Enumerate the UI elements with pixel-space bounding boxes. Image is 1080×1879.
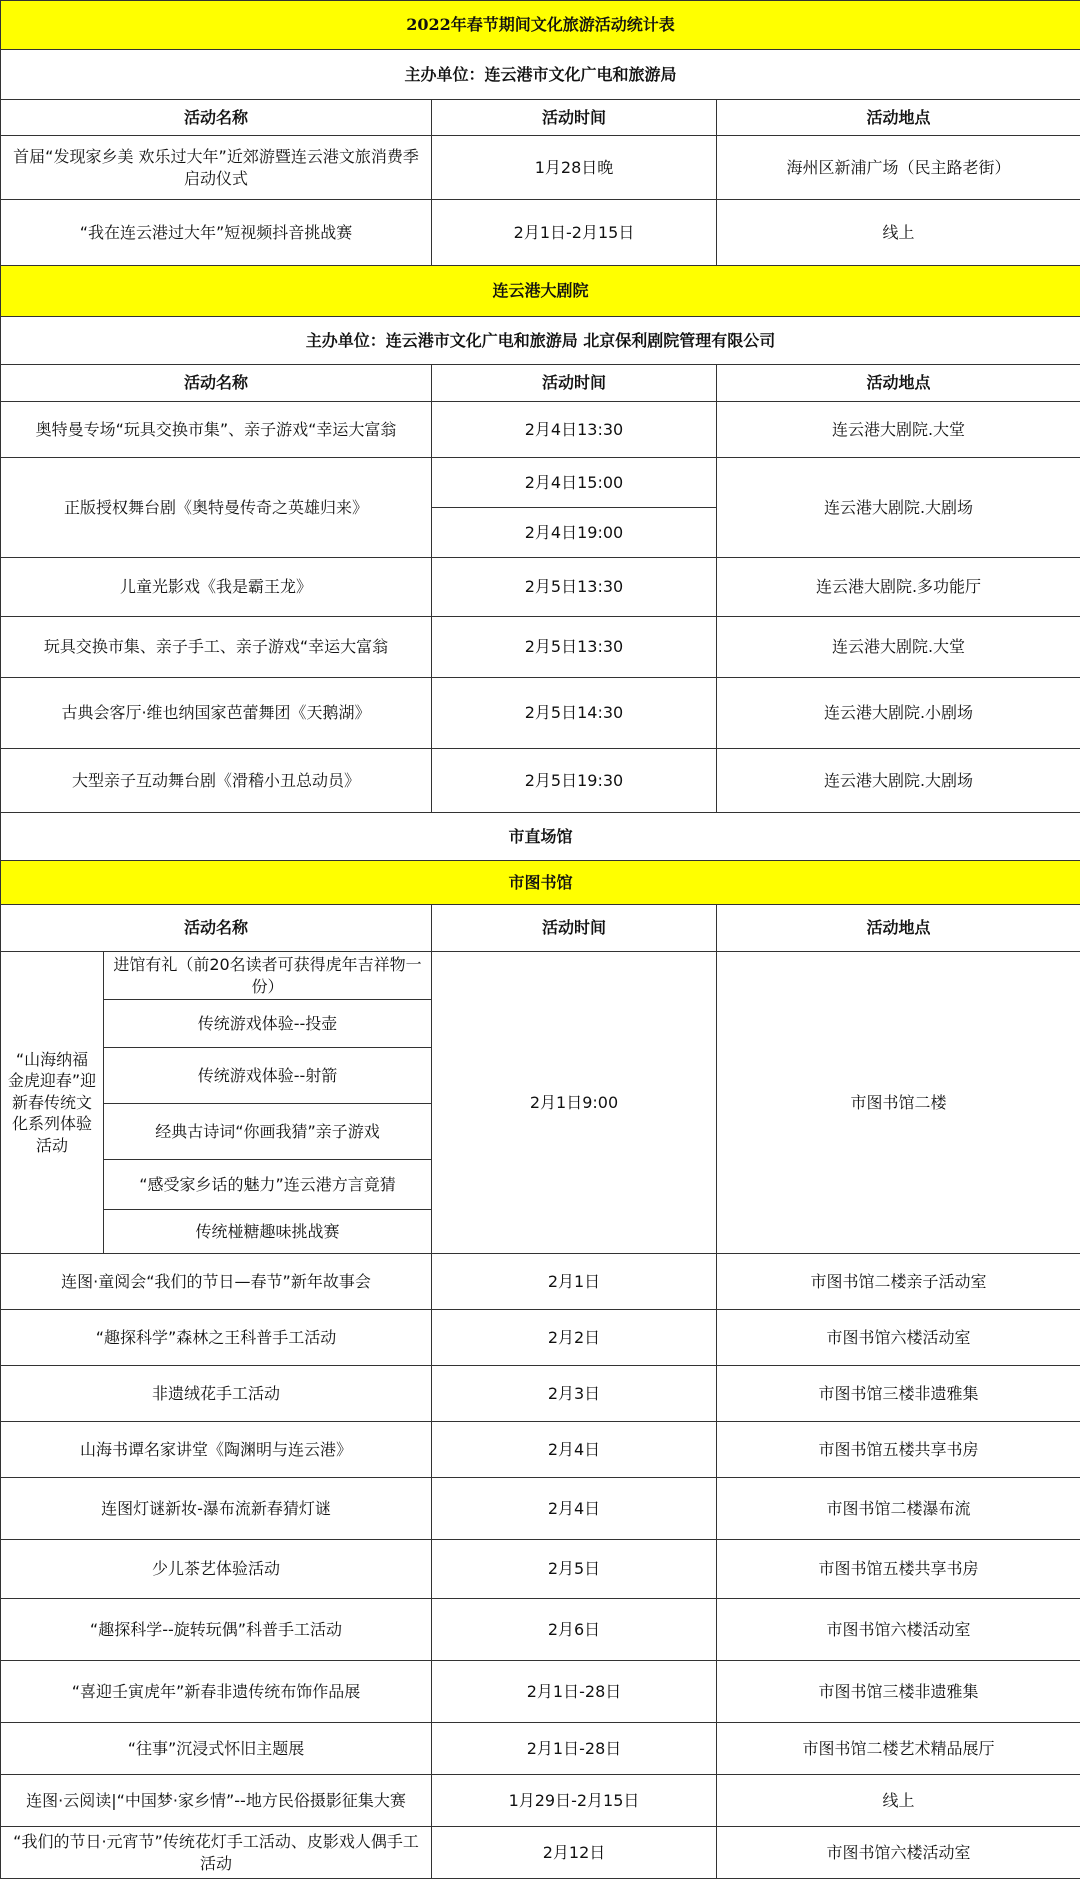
activity-place: 市图书馆五楼共享书房 bbox=[717, 1540, 1080, 1599]
activity-time: 2月5日13:30 bbox=[432, 617, 717, 678]
activity-time: 2月5日19:30 bbox=[432, 749, 717, 813]
table-row bbox=[1, 952, 1080, 1000]
activity-place: 海州区新浦广场（民主路老街） bbox=[717, 136, 1080, 200]
table-row bbox=[1, 200, 1080, 266]
activity-time: 2月1日-28日 bbox=[432, 1661, 717, 1723]
activity-name: “喜迎壬寅虎年”新春非遗传统布饰作品展 bbox=[1, 1661, 432, 1723]
activity-time: 2月4日 bbox=[432, 1422, 717, 1478]
activity-name: 玩具交换市集、亲子手工、亲子游戏“幸运大富翁 bbox=[1, 617, 432, 678]
table-row bbox=[1, 136, 1080, 200]
header-place: 活动地点 bbox=[717, 905, 1080, 952]
sub-activity-name: 传统游戏体验--射箭 bbox=[104, 1048, 432, 1104]
activity-time: 2月6日 bbox=[432, 1599, 717, 1661]
activity-place: 连云港大剧院.多功能厅 bbox=[717, 558, 1080, 617]
table-row bbox=[1, 617, 1080, 678]
activity-name: 首届“发现家乡美 欢乐过大年”近郊游暨连云港文旅消费季启动仪式 bbox=[1, 136, 432, 200]
activity-place: 市图书馆六楼活动室 bbox=[717, 1310, 1080, 1366]
activity-time: 2月1日-28日 bbox=[432, 1723, 717, 1775]
activity-name: 少儿茶艺体验活动 bbox=[1, 1540, 432, 1599]
activity-name: 非遗绒花手工活动 bbox=[1, 1366, 432, 1422]
activity-time: 2月2日 bbox=[432, 1310, 717, 1366]
activity-time: 2月4日13:30 bbox=[432, 402, 717, 458]
activity-time: 2月4日 bbox=[432, 1478, 717, 1540]
header-place: 活动地点 bbox=[717, 100, 1080, 136]
activity-name: “我们的节日·元宵节”传统花灯手工活动、皮影戏人偶手工活动 bbox=[1, 1827, 432, 1879]
sub-activity-name: 经典古诗词“你画我猜”亲子游戏 bbox=[104, 1104, 432, 1160]
header-name: 活动名称 bbox=[1, 365, 432, 402]
table-row bbox=[1, 458, 1080, 508]
activity-place: 市图书馆二楼瀑布流 bbox=[717, 1478, 1080, 1540]
activity-place: 市图书馆三楼非遗雅集 bbox=[717, 1366, 1080, 1422]
organizer: 主办单位：连云港市文化广电和旅游局 bbox=[1, 50, 1080, 100]
activity-place: 连云港大剧院.大堂 bbox=[717, 617, 1080, 678]
table-row bbox=[1, 1422, 1080, 1478]
table-row bbox=[1, 1599, 1080, 1661]
activity-time: 2月5日13:30 bbox=[432, 558, 717, 617]
table-row bbox=[1, 1775, 1080, 1827]
sub-activity-name: 进馆有礼（前20名读者可获得虎年吉祥物一份） bbox=[104, 952, 432, 1000]
section-title: 连云港大剧院 bbox=[1, 266, 1080, 317]
activity-place: 线上 bbox=[717, 1775, 1080, 1827]
header-time: 活动时间 bbox=[432, 905, 717, 952]
activity-place: 线上 bbox=[717, 200, 1080, 266]
activity-place: 连云港大剧院.小剧场 bbox=[717, 678, 1080, 749]
table-row bbox=[1, 402, 1080, 458]
table-row bbox=[1, 1540, 1080, 1599]
sub-activity-name: 传统游戏体验--投壶 bbox=[104, 1000, 432, 1048]
table-row bbox=[1, 1661, 1080, 1723]
activity-name: 儿童光影戏《我是霸王龙》 bbox=[1, 558, 432, 617]
header-name: 活动名称 bbox=[1, 100, 432, 136]
header-place: 活动地点 bbox=[717, 365, 1080, 402]
activity-name: 古典会客厅·维也纳国家芭蕾舞团《天鹅湖》 bbox=[1, 678, 432, 749]
table-row bbox=[1, 1723, 1080, 1775]
activity-name: 正版授权舞台剧《奥特曼传奇之英雄归来》 bbox=[1, 458, 432, 558]
table-row bbox=[1, 1254, 1080, 1310]
activity-name: 大型亲子互动舞台剧《滑稽小丑总动员》 bbox=[1, 749, 432, 813]
header-time: 活动时间 bbox=[432, 100, 717, 136]
activity-place: 市图书馆二楼 bbox=[717, 952, 1080, 1254]
activity-place: 市图书馆三楼非遗雅集 bbox=[717, 1661, 1080, 1723]
activity-place: 市图书馆六楼活动室 bbox=[717, 1827, 1080, 1879]
activity-place: 连云港大剧院.大剧场 bbox=[717, 458, 1080, 558]
subsection-title: 市图书馆 bbox=[1, 861, 1080, 905]
activity-time: 2月3日 bbox=[432, 1366, 717, 1422]
activity-time: 2月1日9:00 bbox=[432, 952, 717, 1254]
table-row bbox=[1, 1366, 1080, 1422]
activity-time: 1月29日-2月15日 bbox=[432, 1775, 717, 1827]
activity-name: “趣探科学--旋转玩偶”科普手工活动 bbox=[1, 1599, 432, 1661]
activity-time: 2月1日-2月15日 bbox=[432, 200, 717, 266]
sub-activity-name: “感受家乡话的魅力”连云港方言竟猜 bbox=[104, 1160, 432, 1210]
activity-place: 市图书馆二楼亲子活动室 bbox=[717, 1254, 1080, 1310]
activity-name: 连图·云阅读|“中国梦·家乡情”--地方民俗摄影征集大赛 bbox=[1, 1775, 432, 1827]
table-row bbox=[1, 1827, 1080, 1879]
activity-place: 连云港大剧院.大剧场 bbox=[717, 749, 1080, 813]
activity-time: 2月5日14:30 bbox=[432, 678, 717, 749]
table-title: 2022年春节期间文化旅游活动统计表 bbox=[1, 1, 1080, 50]
activity-place: 市图书馆五楼共享书房 bbox=[717, 1422, 1080, 1478]
activity-place: 市图书馆二楼艺术精品展厅 bbox=[717, 1723, 1080, 1775]
activity-name: “我在连云港过大年”短视频抖音挑战赛 bbox=[1, 200, 432, 266]
section-title: 市直场馆 bbox=[1, 813, 1080, 861]
activity-name: 山海书谭名家讲堂《陶渊明与连云港》 bbox=[1, 1422, 432, 1478]
header-time: 活动时间 bbox=[432, 365, 717, 402]
table-row bbox=[1, 678, 1080, 749]
header-name: 活动名称 bbox=[1, 905, 432, 952]
activity-time: 2月12日 bbox=[432, 1827, 717, 1879]
table-row bbox=[1, 1310, 1080, 1366]
activity-name: 连图·童阅会“我们的节日—春节”新年故事会 bbox=[1, 1254, 432, 1310]
activity-name: 连图灯谜新妆-瀑布流新春猜灯谜 bbox=[1, 1478, 432, 1540]
group-activity-name: “山海纳福 金虎迎春”迎新春传统文化系列体验活动 bbox=[1, 952, 104, 1254]
activity-name: “往事”沉浸式怀旧主题展 bbox=[1, 1723, 432, 1775]
activity-time: 2月1日 bbox=[432, 1254, 717, 1310]
activity-name: 奥特曼专场“玩具交换市集”、亲子游戏“幸运大富翁 bbox=[1, 402, 432, 458]
activity-place: 连云港大剧院.大堂 bbox=[717, 402, 1080, 458]
table-row bbox=[1, 1478, 1080, 1540]
table-row bbox=[1, 558, 1080, 617]
table-row bbox=[1, 749, 1080, 813]
sub-activity-name: 传统椪糖趣味挑战赛 bbox=[104, 1210, 432, 1254]
organizer: 主办单位：连云港市文化广电和旅游局 北京保利剧院管理有限公司 bbox=[1, 317, 1080, 365]
activity-time: 2月4日19:00 bbox=[432, 508, 717, 558]
activity-name: “趣探科学”森林之王科普手工活动 bbox=[1, 1310, 432, 1366]
activity-time: 1月28日晚 bbox=[432, 136, 717, 200]
activity-place: 市图书馆六楼活动室 bbox=[717, 1599, 1080, 1661]
activity-time: 2月5日 bbox=[432, 1540, 717, 1599]
activity-time: 2月4日15:00 bbox=[432, 458, 717, 508]
